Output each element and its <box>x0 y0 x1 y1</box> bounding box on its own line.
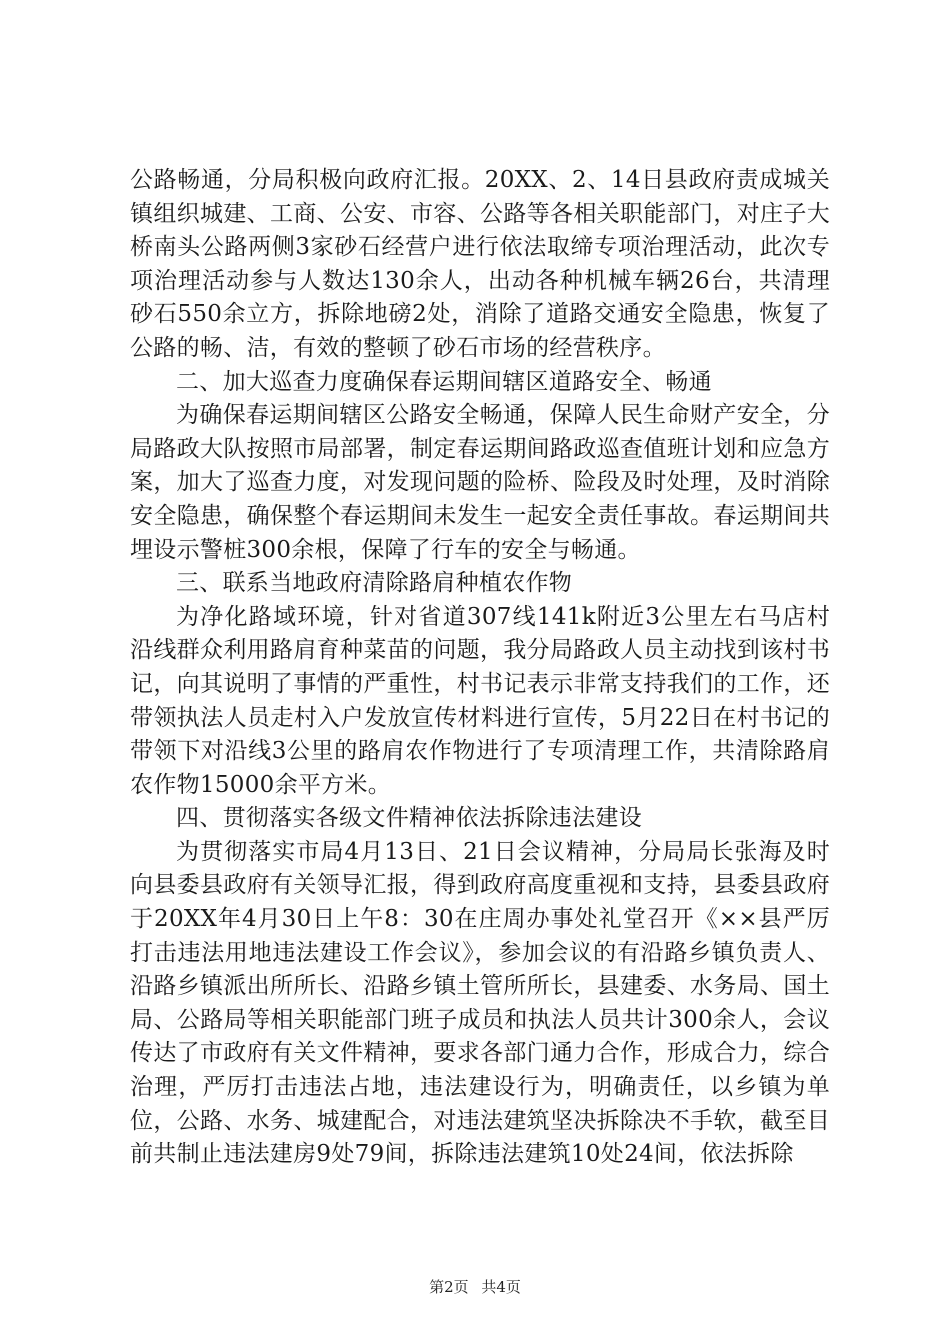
paragraph-2: 为确保春运期间辖区公路安全畅通，保障人民生命财产安全，分局路政大队按照市局部署，制定春运期间路政巡查值班计划和应急方案，加大了巡查力度，对发现问题的险桥、险段及时处理，及时消除安全隐患，确保整个春运期间未发生一起安全责任事故。春运期间共埋设示警桩300余根，保障了行车的安全与畅通。 <box>130 402 830 563</box>
paragraph-1: 公路畅通，分局积极向政府汇报。20XX、2、14日县政府责成城关镇组织城建、工商、公安、市容、公路等各相关职能部门，对庄子大桥南头公路两侧3家砂石经营户进行依法取缔专项治理活动，此次专项治理活动参与人数达130余人，出动各种机械车辆26台，共清理砂石550余立方，拆除地磅2处，消除了道路交通安全隐患，恢复了公路的畅、洁，有效的整顿了砂石市场的经营秩序。 <box>130 167 830 361</box>
paragraph-3: 为净化路域环境，针对省道307线141k附近3公里左右马店村沿线群众利用路肩育种菜苗的问题，我分局路政人员主动找到该村书记，向其说明了事情的严重性，村书记表示非常支持我们的工作，还带领执法人员走村入户发放宣传材料进行宣传，5月22日在村书记的带领下对沿线3公里的路肩农作物进行了专项清理工作，共清除路肩农作物15000余平方米。 <box>130 603 830 798</box>
page-footer <box>0 1276 950 1297</box>
page-number: 第2页 <box>429 1278 469 1296</box>
document-body <box>130 164 830 1172</box>
page-total: 共4页 <box>481 1278 521 1296</box>
paragraph-4: 为贯彻落实市局4月13日、21日会议精神，分局局长张海及时向县委县政府有关领导汇报，得到政府高度重视和支持，县委县政府于20XX年4月30日上午8：30在庄周办事处礼堂召开《××县严厉打击违法用地违法建设工作会议》，参加会议的有沿路乡镇负责人、沿路乡镇派出所所长、沿路乡镇土管所所长，县建委、水务局、国土局、公路局等相关职能部门班子成员和执法人员共计300余人，会议传达了市政府有关文件精神，要求各部门通力合作，形成合力，综合治理，严厉打击违法占地，违法建设行为，明确责任，以乡镇为单位，公路、水务、城建配合，对违法建筑坚决拆除决不手软，截至目前共制止违法建房9处79间，拆除违法建筑10处24间，依法拆除 <box>130 838 830 1168</box>
section-heading-3: 三、联系当地政府清除路肩种植农作物 <box>176 570 573 597</box>
section-heading-4: 四、贯彻落实各级文件精神依法拆除违法建设 <box>176 805 642 832</box>
section-heading-2: 二、加大巡查力度确保春运期间辖区道路安全、畅通 <box>176 368 712 395</box>
